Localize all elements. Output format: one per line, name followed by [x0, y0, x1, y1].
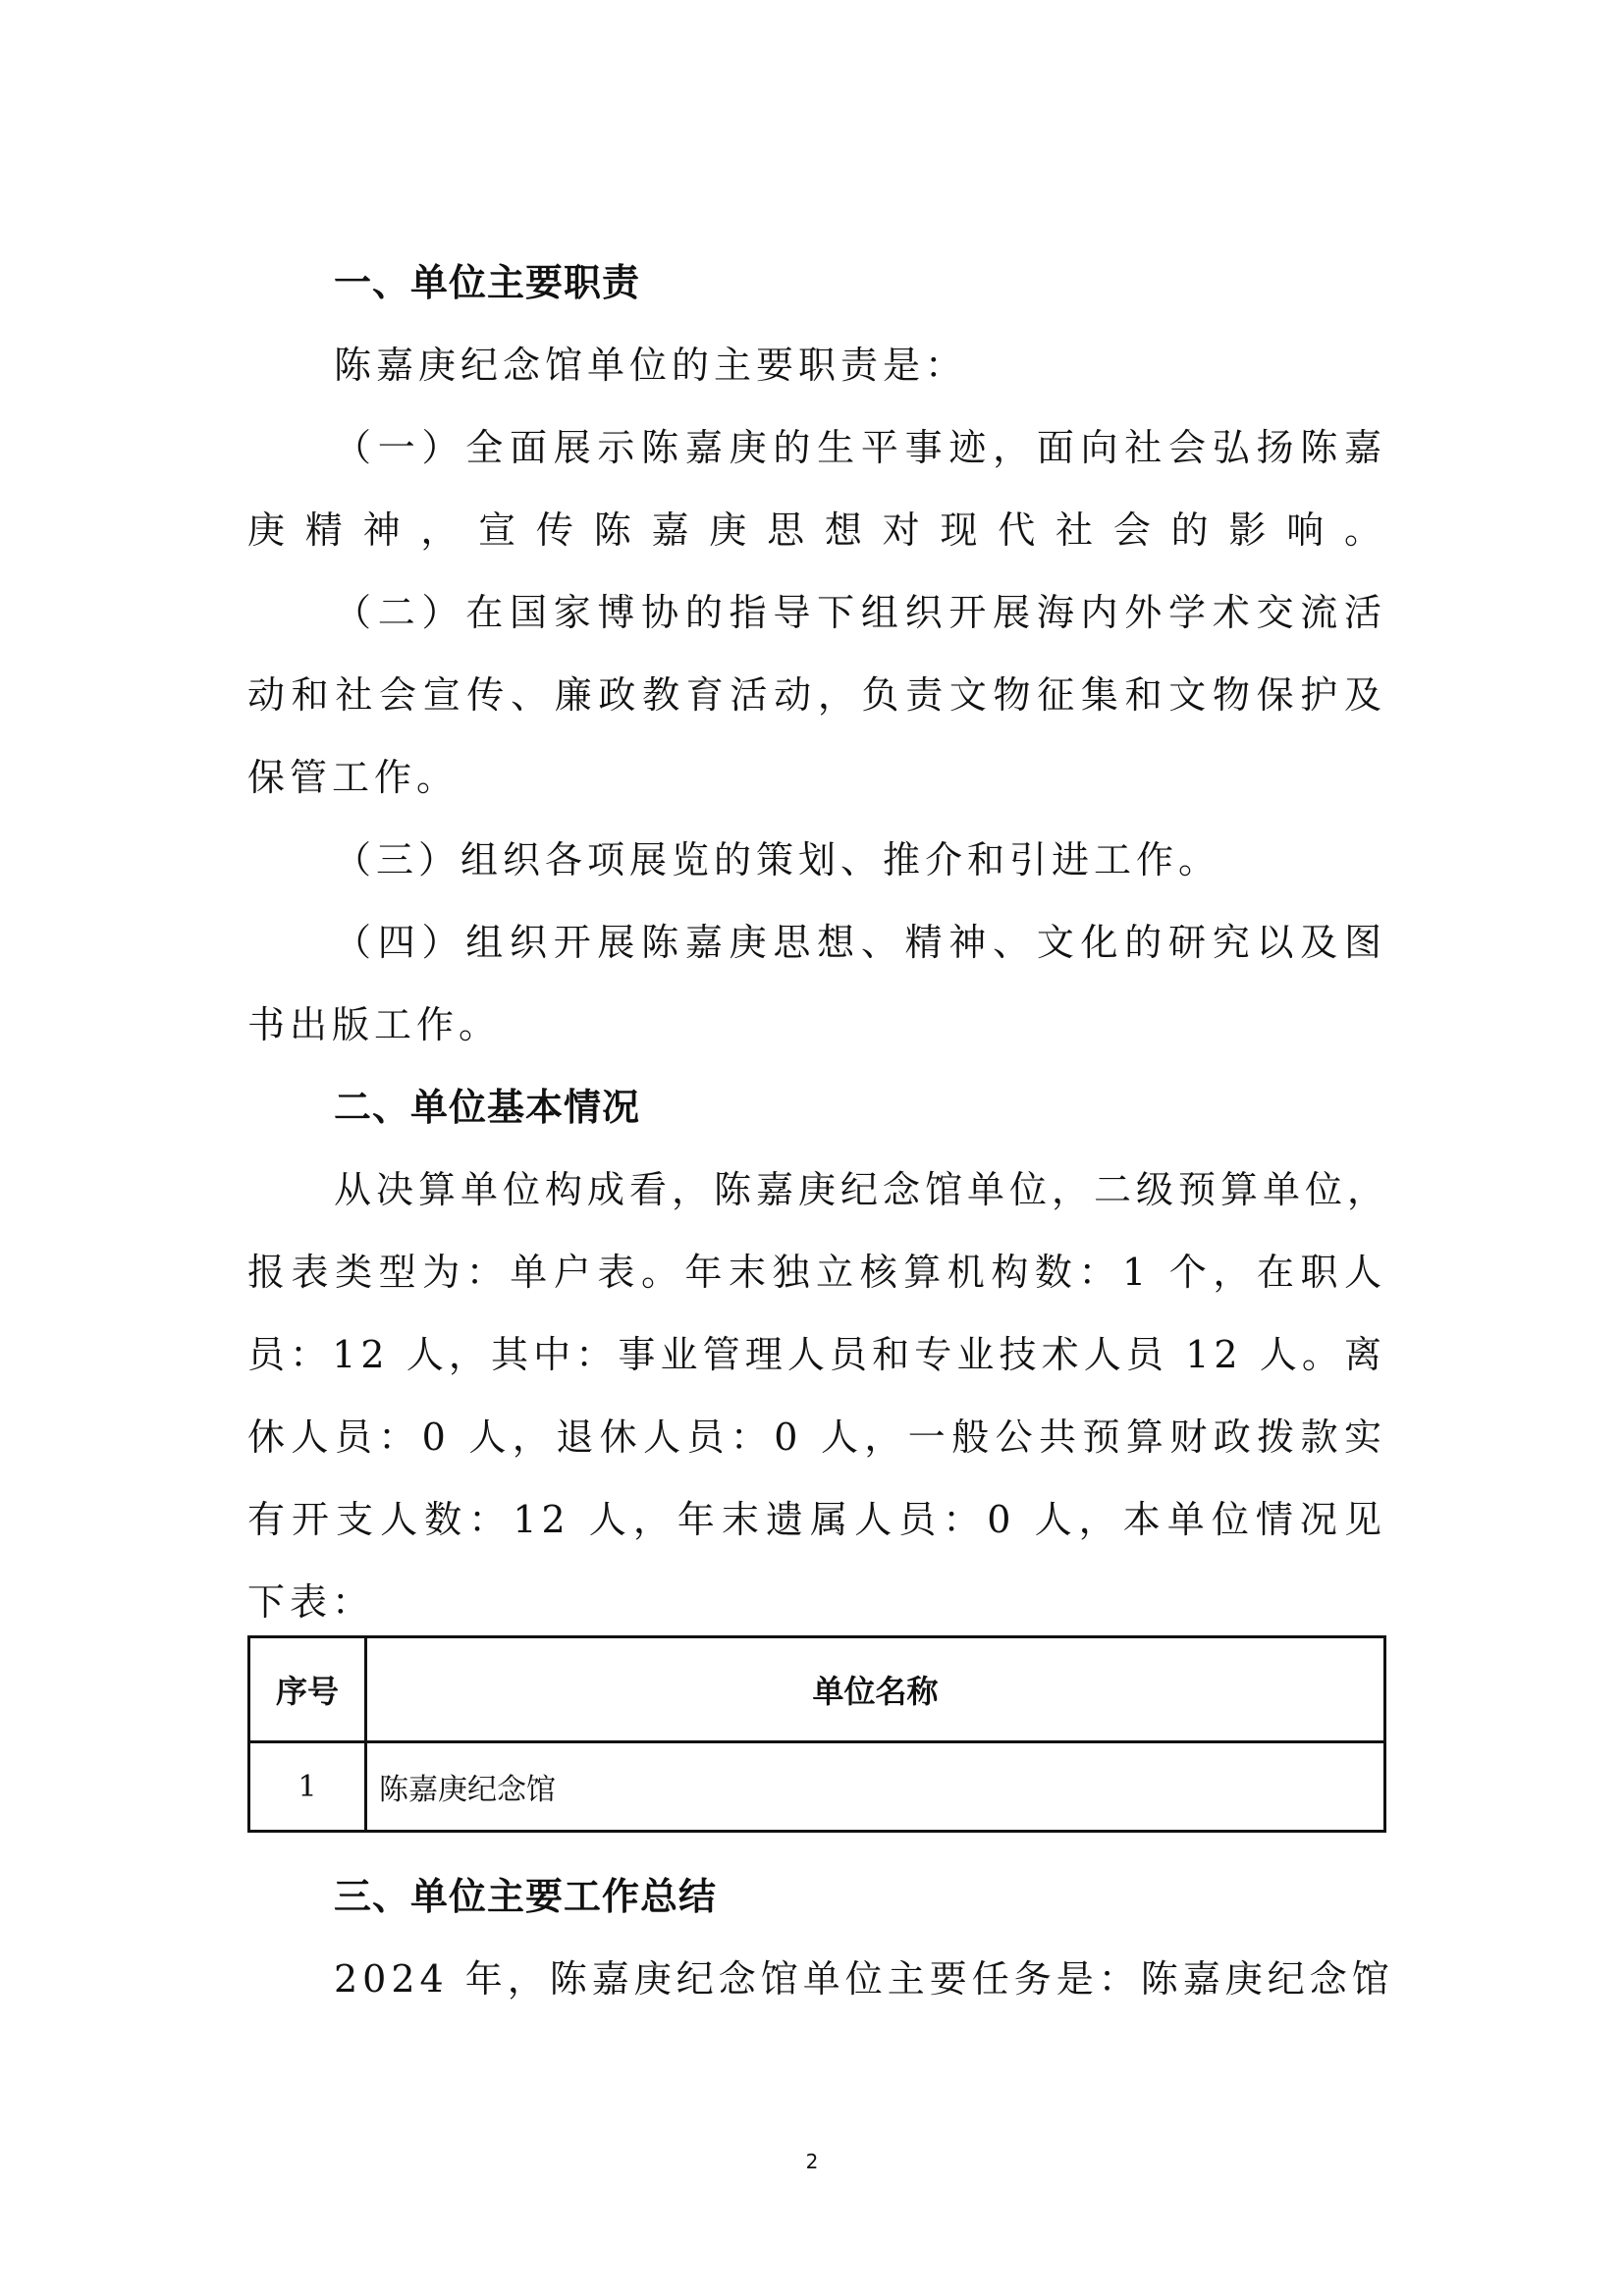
table-header-name: 单位名称: [366, 1637, 1385, 1742]
table-header-row: [249, 1637, 1385, 1742]
table-header-no: 序号: [249, 1637, 366, 1742]
table-cell-name: 陈嘉庚纪念馆: [366, 1742, 1385, 1832]
section-2-line-1: 从决算单位构成看，陈嘉庚纪念馆单位，二级预算单位，: [334, 1168, 1390, 1211]
section-1-item-1-line-2: 庚精神，宣传陈嘉庚思想对现代社会的影响。: [247, 508, 1386, 552]
section-1-item-2-line-3: 保管工作。: [247, 756, 460, 799]
section-1-item-2-line-2: 动和社会宣传、廉政教育活动，负责文物征集和文物保护及: [247, 673, 1386, 717]
section-1-item-3: （三）组织各项展览的策划、推介和引进工作。: [334, 838, 1221, 881]
section-2-line-4: 休人员：0 人，退休人员：0 人，一般公共预算财政拨款实: [247, 1415, 1386, 1459]
section-2-line-3: 员：12 人，其中：事业管理人员和专业技术人员 12 人。离: [247, 1333, 1386, 1376]
unit-table: [247, 1635, 1386, 1833]
section-1-intro: 陈嘉庚纪念馆单位的主要职责是：: [334, 344, 968, 387]
table-row: [249, 1742, 1385, 1832]
section-2-heading: 二、单位基本情况: [334, 1086, 641, 1129]
page-number: 2: [805, 2150, 819, 2173]
section-1-item-2-line-1: （二）在国家博协的指导下组织开展海内外学术交流活: [334, 591, 1386, 634]
section-3-line-1: 2024 年，陈嘉庚纪念馆单位主要任务是：陈嘉庚纪念馆: [334, 1957, 1394, 2001]
section-3-heading: 三、单位主要工作总结: [334, 1875, 718, 1918]
section-1-item-1-line-1: （一）全面展示陈嘉庚的生平事迹，面向社会弘扬陈嘉: [334, 426, 1386, 469]
section-2-line-6: 下表：: [247, 1580, 375, 1624]
table-cell-no: 1: [249, 1742, 366, 1832]
section-1-heading: 一、单位主要职责: [334, 261, 641, 304]
section-2-line-2: 报表类型为：单户表。年末独立核算机构数：1 个，在职人: [247, 1251, 1386, 1294]
section-1-item-4-line-1: （四）组织开展陈嘉庚思想、精神、文化的研究以及图: [334, 921, 1386, 964]
section-1-item-4-line-2: 书出版工作。: [247, 1003, 502, 1046]
section-2-line-5: 有开支人数：12 人，年末遗属人员：0 人，本单位情况见: [247, 1498, 1386, 1541]
